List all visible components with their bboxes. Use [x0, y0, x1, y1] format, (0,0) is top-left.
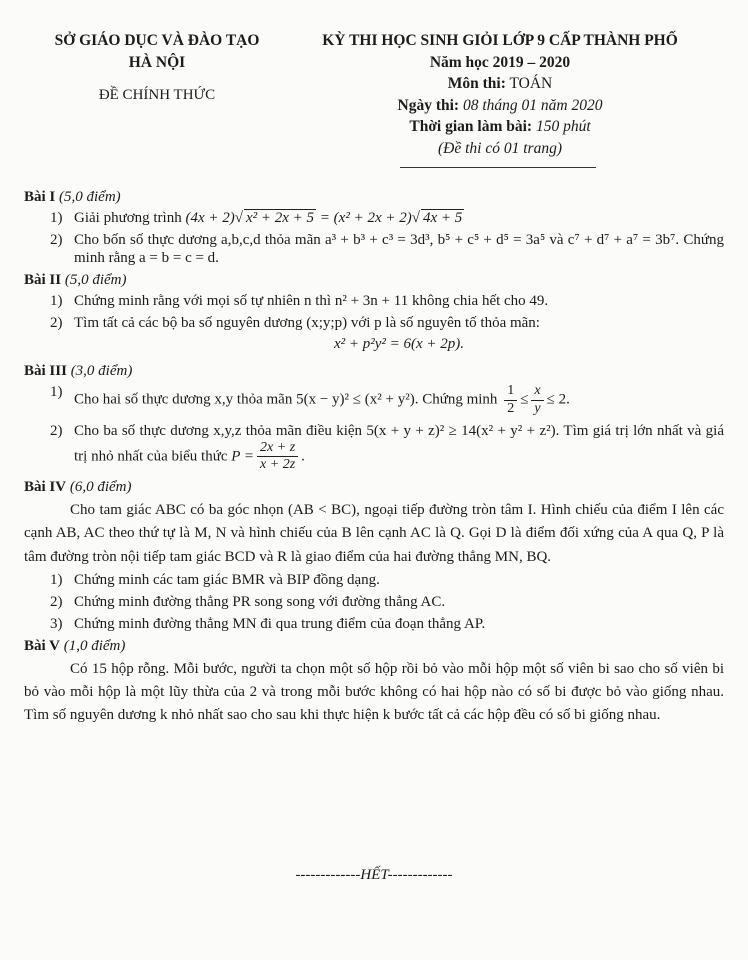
time-label: Thời gian làm bài: — [409, 118, 533, 136]
section-1-points: (5,0 điểm) — [59, 189, 121, 205]
item-text — [74, 422, 724, 475]
date-value: 08 tháng 01 năm 2020 — [462, 96, 603, 114]
inequality-sign: ≤ — [520, 391, 529, 408]
denominator: x + 2z — [260, 457, 296, 473]
equation-part: = (x² + 2x + 2) — [316, 210, 412, 226]
item-text: Chứng minh các tam giác BMR và BIP đồng dạng. — [74, 571, 380, 588]
item-text — [74, 383, 724, 418]
problem-4-intro: Cho tam giác ABC có ba góc nhọn (AB < BC), ngoại tiếp đường tròn tâm I. Hình chiếu của điểm I lên các cạnh AB, AC theo thứ tự là M, N và hình chiếu của B lên cạnh AC là Q. Gọi D là điểm đối xứng của A qua Q, P là tâm đường tròn nội tiếp tam giác BCD và R là giao điểm của hai đường thẳng MN, BQ. — [24, 502, 724, 565]
centered-equation: x² + p²y² = 6(x + 2p). — [333, 336, 465, 352]
item-text: Cho bốn số thực dương a,b,c,d thỏa mãn a³ + b³ + c³ = 3d³, b⁵ + c⁵ + d⁵ = 3a⁵ và c⁷ + d⁷ + a⁷ = 3b⁷. Chứng minh rằng a = b = c = d. — [74, 232, 724, 266]
header-rule — [400, 167, 596, 168]
date-label: Ngày thi: — [397, 96, 460, 114]
time-line — [290, 118, 710, 137]
sqrt-radicand: x² + 2x + 5 — [245, 210, 315, 226]
exam-content — [24, 188, 724, 730]
end-marker: -------------HẾT------------- — [295, 867, 453, 883]
item-text — [74, 314, 724, 358]
section-2-points: (5,0 điểm) — [64, 272, 127, 288]
section-3-points: (3,0 điểm) — [70, 363, 133, 379]
problem-1-2 — [50, 231, 724, 267]
fraction — [504, 383, 517, 418]
sqrt-radicand: 4x + 5 — [422, 210, 463, 226]
problem-1-1 — [50, 209, 724, 227]
pages-note: (Đề thi có 01 trang) — [438, 139, 562, 157]
fraction — [531, 383, 543, 418]
section-5-points: (1,0 điểm) — [63, 637, 126, 654]
section-4-title — [24, 478, 724, 496]
item-number: 3) — [50, 615, 63, 632]
problem-5-text: Có 15 hộp rỗng. Mỗi bước, người ta chọn một số hộp rồi bỏ vào mỗi hộp một số viên bi sao cho số viên bi bỏ vào mỗi hộp là một lũy thừa của 2 và trong mỗi bước không có hai hộp nào có số bi được bỏ vào giống nhau. Tìm số nguyên dương k nhỏ nhất sao cho sau khi thực hiện k bước tất cả các hộp đều có số bi giống nhau. — [24, 660, 724, 724]
section-2-name: Bài II — [24, 272, 62, 288]
section-5-title — [24, 637, 724, 655]
fraction — [257, 440, 298, 475]
equation-part: (4x + 2) — [185, 210, 235, 226]
sqrt-sign: √ — [234, 210, 243, 226]
header-right — [290, 32, 710, 162]
time-value: 150 phút — [535, 118, 591, 136]
section-3-title — [24, 362, 724, 380]
item-text: Chứng minh rằng với mọi số tự nhiên n thì n² + 3n + 11 không chia hết cho 49. — [74, 293, 549, 309]
item-text — [74, 209, 724, 227]
item-number: 1) — [50, 293, 63, 309]
item-number: 1) — [50, 210, 63, 226]
section-4-points: (6,0 điểm) — [69, 479, 132, 496]
item-lead: Giải phương trình — [74, 210, 182, 226]
item-text: Chứng minh đường thẳng PR song song với đường thẳng AC. — [74, 593, 446, 610]
numerator: 1 — [504, 383, 517, 401]
exam-title: KỲ THI HỌC SINH GIỎI LỚP 9 CẤP THÀNH PHỐ — [322, 32, 678, 49]
item-number: 1) — [50, 571, 63, 588]
department-name: SỞ GIÁO DỤC VÀ ĐÀO TẠO — [54, 32, 260, 49]
item-number: 1) — [50, 384, 63, 400]
inequality-tail: ≤ 2. — [546, 391, 570, 408]
subject-value: TOÁN — [509, 75, 553, 93]
item-text: Chứng minh đường thẳng MN đi qua trung điểm của đoạn thẳng AP. — [74, 615, 486, 632]
section-4-name: Bài IV — [24, 479, 67, 496]
numerator: 2x + z — [257, 440, 298, 458]
problem-2-1 — [50, 292, 724, 310]
problem-4-3 — [50, 615, 724, 633]
denominator: y — [534, 400, 541, 416]
item-number: 2) — [50, 232, 63, 248]
official-label: ĐỀ CHÍNH THỨC — [98, 87, 216, 104]
denominator: 2 — [507, 400, 515, 416]
section-2-title — [24, 271, 724, 289]
expression-label: P = — [231, 448, 255, 465]
item-text-main: Cho ba số thực dương x,y,z thỏa mãn điều kiện 5(x + y + z)² ≥ 14(x² + y² + z²). Tìm giá trị lớn nhất và giá trị nhỏ nhất của biểu thức — [74, 422, 724, 465]
item-text-main: Tìm tất cả các bộ ba số nguyên dương (x;y;p) với p là số nguyên tố thỏa mãn: — [74, 315, 540, 331]
subject-label: Môn thi: — [447, 75, 506, 93]
numerator: x — [531, 383, 543, 401]
section-3-name: Bài III — [24, 363, 67, 379]
sqrt-sign: √ — [411, 210, 420, 226]
school-year: Năm học 2019 – 2020 — [429, 53, 571, 71]
section-5-name: Bài V — [24, 637, 60, 654]
subject-line — [290, 75, 710, 94]
city-name: HÀ NỘI — [128, 53, 186, 71]
section-1-title — [24, 188, 724, 206]
date-line — [290, 97, 710, 116]
item-number: 2) — [50, 315, 63, 331]
problem-2-2 — [50, 314, 724, 358]
problem-4-1 — [50, 571, 724, 589]
problem-4-2 — [50, 593, 724, 611]
period: . — [301, 448, 305, 465]
section-1-name: Bài I — [24, 189, 56, 205]
item-text-main: Cho hai số thực dương x,y thỏa mãn 5(x − y)² ≤ (x² + y²). Chứng minh — [74, 391, 498, 408]
item-number: 2) — [50, 422, 63, 439]
problem-3-2 — [50, 422, 724, 475]
item-number: 2) — [50, 593, 63, 610]
header-left — [22, 32, 292, 104]
problem-3-1 — [50, 383, 724, 418]
